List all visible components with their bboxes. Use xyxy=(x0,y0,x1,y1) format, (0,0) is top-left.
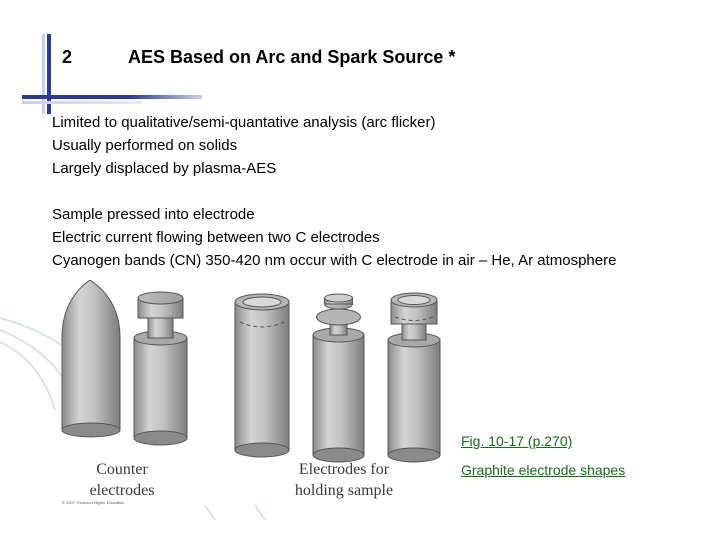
sample-electrode-cup xyxy=(235,294,289,457)
figure-description-link[interactable]: Graphite electrode shapes xyxy=(461,462,626,478)
text-line: Usually performed on solids xyxy=(52,137,238,154)
figure-copyright: © 2007 Thomson Higher Education xyxy=(62,500,125,505)
corner-accent-bar-horizontal-light xyxy=(22,101,142,104)
caption-line: Counter xyxy=(96,461,148,478)
text-line: Electric current flowing between two C electrodes xyxy=(52,229,380,246)
bullet-group-1 xyxy=(52,111,436,180)
text-line: Cyanogen bands (CN) 350-420 nm occur with C electrode in air – He, Ar atmosphere xyxy=(52,252,617,269)
slide-title: AES Based on Arc and Spark Source * xyxy=(128,47,456,67)
counter-electrode-pointed xyxy=(62,280,120,437)
text-line: Limited to qualitative/semi-quantative analysis (arc flicker) xyxy=(52,114,436,131)
caption-line: electrodes xyxy=(89,482,155,499)
text-line: Largely displaced by plasma-AES xyxy=(52,160,277,177)
slide-number: 2 xyxy=(62,47,73,67)
caption-line: holding sample xyxy=(294,482,394,499)
bullet-group-2 xyxy=(52,203,616,272)
text-line: Sample pressed into electrode xyxy=(52,206,255,223)
caption-counter-electrodes xyxy=(76,459,168,501)
sample-electrode-post xyxy=(313,294,364,462)
figure-reference-link[interactable]: Fig. 10-17 (p.270) xyxy=(461,433,573,449)
caption-line: Electrodes for xyxy=(298,461,390,478)
corner-accent-bar-horizontal xyxy=(22,95,202,99)
sample-electrode-capped-cup xyxy=(388,293,440,462)
counter-electrode-capped xyxy=(134,292,187,445)
caption-holding-electrodes xyxy=(278,459,410,501)
